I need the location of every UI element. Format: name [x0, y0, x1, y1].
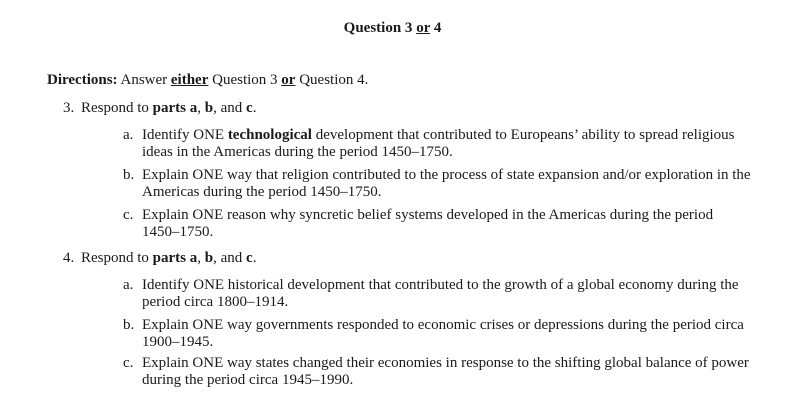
question-4b-letter: b.	[123, 317, 135, 333]
question-4-intro: Respond to	[81, 250, 149, 266]
question-3c-letter: c.	[123, 207, 134, 223]
question-4-end: .	[252, 250, 257, 266]
title-suffix: 4	[433, 20, 442, 36]
question-4b	[123, 317, 753, 351]
question-3-and: , and	[213, 100, 243, 116]
question-4-number: 4.	[63, 250, 75, 266]
question-4-and: , and	[213, 250, 243, 266]
question-4a-text: Identify ONE historical development that contributed to the growth of a global economy during the period circa 1800–1914.	[142, 277, 739, 310]
question-4b-text: Explain ONE way governments responded to economic crises or depressions during the period circa 1900–1945.	[142, 317, 744, 350]
directions-text-1: Answer	[120, 72, 168, 88]
question-4c-letter: c.	[123, 355, 134, 371]
question-3a-after: development that contributed to Europeans’ ability to spread religious ideas in the Americas during the period 1450–1750.	[142, 127, 735, 160]
question-4c-text: Explain ONE way states changed their economies in response to the shifting global balance of power during the period circa 1945–1990.	[142, 355, 749, 388]
directions-label: Directions:	[47, 72, 118, 88]
question-3c	[123, 207, 753, 241]
directions-text-3: Question 4.	[299, 72, 369, 88]
question-3-part-b: b	[204, 100, 214, 116]
question-4-header	[63, 250, 256, 267]
directions-text-2: Question 3	[212, 72, 278, 88]
question-3a-bold: technological	[227, 127, 312, 143]
question-4a-letter: a.	[123, 277, 134, 293]
question-3-intro: Respond to	[81, 100, 149, 116]
question-3a-before: Identify ONE	[142, 127, 225, 143]
question-3b-letter: b.	[123, 167, 135, 183]
question-3a-letter: a.	[123, 127, 134, 143]
question-3b-text: Explain ONE way that religion contributed to the process of state expansion and/or exploration in the Americas during the period 1450–1750.	[142, 167, 751, 200]
question-3-number: 3.	[63, 100, 75, 116]
title-prefix: Question 3	[343, 20, 413, 36]
question-3-header	[63, 100, 256, 117]
question-4-part-c: c	[246, 250, 253, 266]
question-3-part-a: parts a	[152, 100, 198, 116]
question-3a	[123, 127, 753, 161]
question-4a	[123, 277, 753, 311]
page-title	[0, 20, 785, 37]
directions-or: or	[281, 72, 296, 88]
question-4c	[123, 355, 753, 389]
question-4-part-a: parts a	[152, 250, 198, 266]
question-3-sep: ,	[197, 100, 202, 116]
directions-either: either	[170, 72, 209, 88]
question-3a-text	[142, 127, 753, 161]
question-3b	[123, 167, 753, 201]
question-4-part-b: b	[204, 250, 214, 266]
question-4-sep: ,	[197, 250, 202, 266]
question-3-part-c: c	[246, 100, 253, 116]
question-3c-text: Explain ONE reason why syncretic belief systems developed in the Americas during the period 1450–1750.	[142, 207, 714, 240]
directions	[47, 72, 368, 89]
title-or: or	[416, 20, 431, 36]
question-3-end: .	[252, 100, 257, 116]
